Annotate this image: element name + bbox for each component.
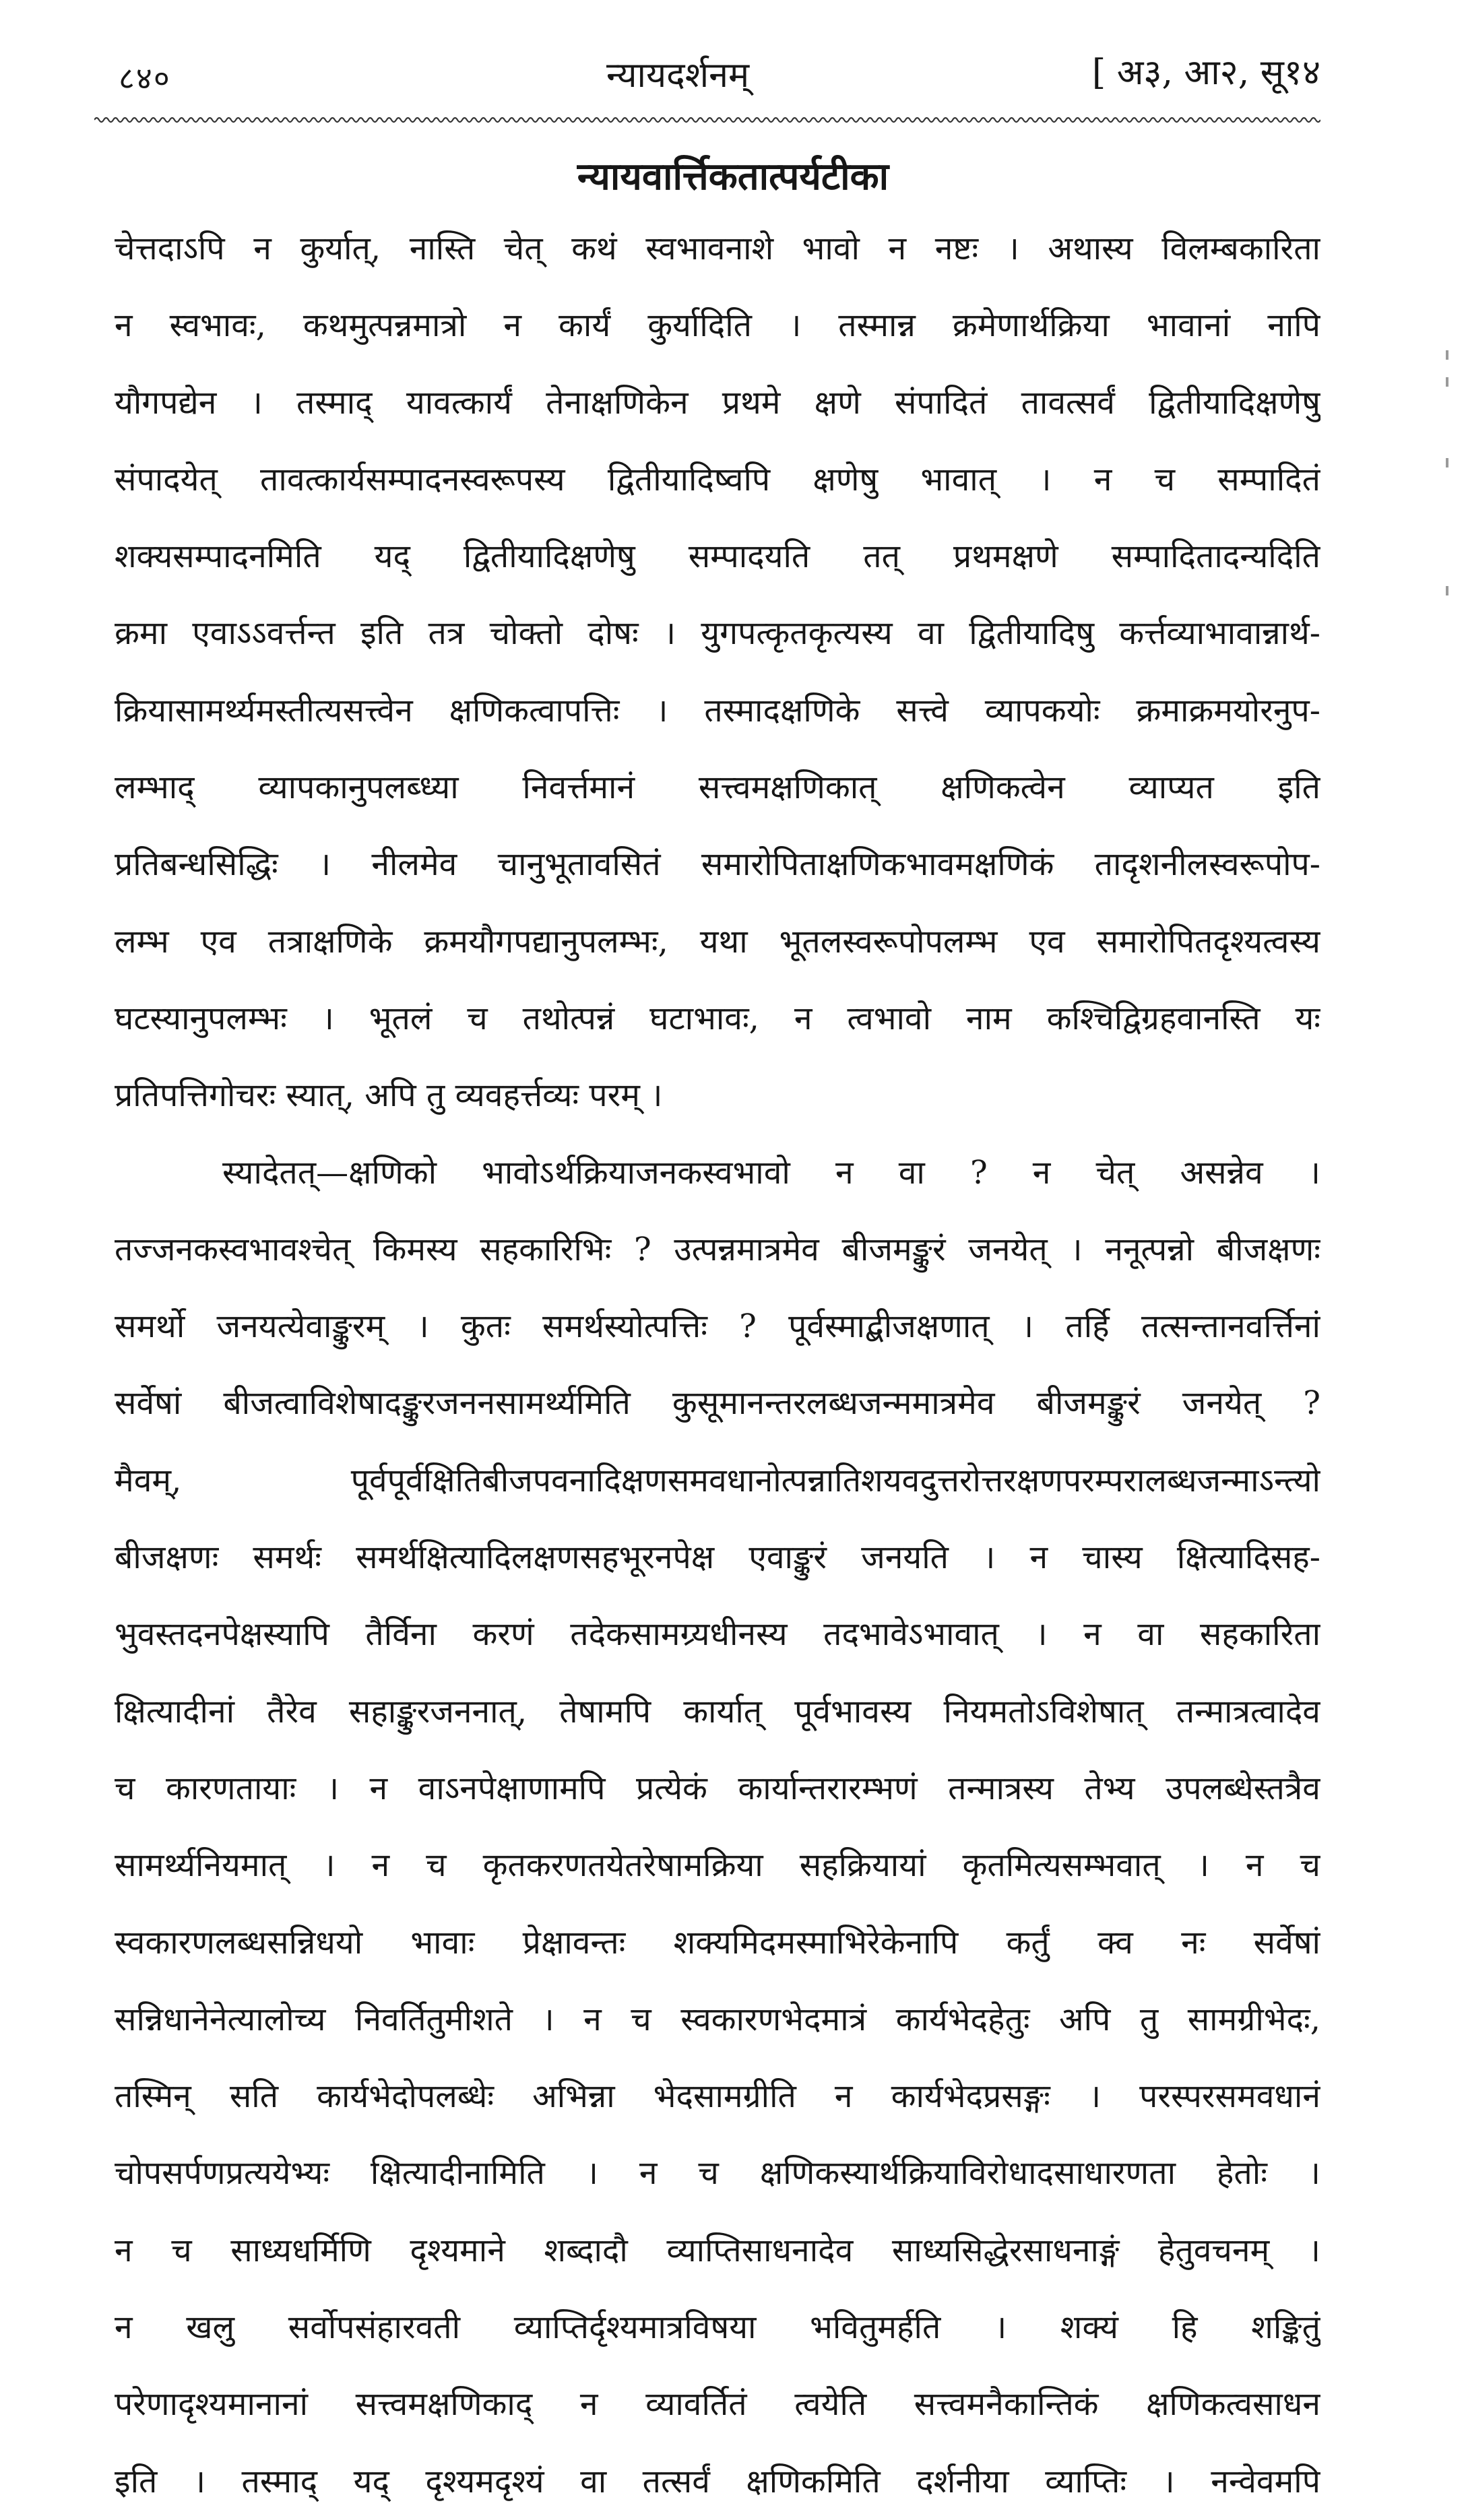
text-line: यौगपद्येन । तस्माद् यावत्कार्यं तेनाक्षणिकेन प्रथमे क्षणे संपादितं तावत्सर्वं द्वितीयादिक्षणेषु: [115, 383, 1320, 422]
text-line: चेत्तदाऽपि न कुर्यात्, नास्ति चेत् कथं स्वभावनाशे भावो न नष्टः । अथास्य विलम्बकारिता: [115, 230, 1320, 267]
text-line: न स्वभावः, कथमुत्पन्नमात्रो न कार्यं कुर्यादिति । तस्मान्न क्रमेणार्थक्रिया भावानां नापि: [115, 306, 1320, 345]
text-line-paragraph-end: प्रतिपत्तिगोचरः स्यात्, अपि तु व्यवहर्त्तव्यः परम् ।: [115, 1076, 663, 1115]
text-line: क्षित्यादीनां तैरेव सहाङ्कुरजननात्, तेषामपि कार्यात् पूर्वभावस्य नियमतोऽविशेषात् तन्मात्रत्वादेव: [115, 1692, 1320, 1731]
commentary-title: न्यायवार्त्तिकतात्पर्यटीका: [577, 154, 889, 199]
running-title: न्यायदर्शनम्: [606, 55, 750, 96]
text-line: लम्भाद् व्यापकानुपलब्ध्या निवर्त्तमानं सत्त्वमक्षणिकात् क्षणिकत्वेन व्याप्यत इति: [115, 769, 1320, 807]
margin-mark: [1446, 350, 1448, 360]
text-line: बीजक्षणः समर्थः समर्थक्षित्यादिलक्षणसहभूरनपेक्ष एवाङ्कुरं जनयति । न चास्य क्षित्यादिसह-: [115, 1539, 1320, 1577]
text-line: मैवम्, पूर्वपूर्वक्षितिबीजपवनादिक्षणसमवधानोत्पन्नातिशयवदुत्तरोत्तरक्षणपरम्परालब्धजन्माऽन्त्यो: [115, 1461, 1320, 1499]
text-line-paragraph-start: स्यादेतत्—क्षणिको भावोऽर्थक्रियाजनकस्वभावो न वा ? न चेत् असन्नेव ।: [222, 1153, 1320, 1192]
text-line: शक्यसम्पादनमिति यद् द्वितीयादिक्षणेषु सम्पादयति तत् प्रथमक्षणे सम्पादितादन्यदिति: [115, 538, 1320, 576]
margin-mark: [1446, 586, 1448, 595]
margin-mark: [1446, 458, 1448, 467]
margin-scan-marks: [1442, 337, 1455, 674]
text-line: न खलु सर्वोपसंहारवती व्याप्तिर्दृश्यमात्रविषया भवितुमर्हति । शक्यं हि शङ्कितुं: [115, 2308, 1320, 2347]
section-reference: [ अ३, आ२, सू१४: [1091, 53, 1320, 93]
text-line: क्रमा एवाऽऽवर्त्तन्त इति तत्र चोक्तो दोषः । युगपत्कृतकृत्यस्य वा द्वितीयादिषु कर्त्तव्याभावान्नार्थ-: [115, 614, 1320, 653]
text-line: सन्निधानेनेत्यालोच्य निवर्तितुमीशते । न च स्वकारणभेदमात्रं कार्यभेदहेतुः अपि तु सामग्रीभेदः,: [115, 2000, 1320, 2038]
text-line: क्रियासामर्थ्यमस्तीत्यसत्त्वेन क्षणिकत्वापत्तिः । तस्मादक्षणिके सत्त्वे व्यापकयोः क्रमाक्रमयोरनुप-: [115, 691, 1320, 730]
commentary-body: [115, 210, 1320, 2520]
text-line: समर्थो जनयत्येवाङ्कुरम् । कुतः समर्थस्योत्पत्तिः ? पूर्वस्माद्बीजक्षणात् । तर्हि तत्सन्तानवर्त्तिनां: [115, 1307, 1320, 1346]
text-line: चोपसर्पणप्रत्ययेभ्यः क्षित्यादीनामिति । न च क्षणिकस्यार्थक्रियाविरोधादसाधारणता हेतोः ।: [115, 2154, 1320, 2193]
text-line: घटस्यानुपलम्भः । भूतलं च तथोत्पन्नं घटाभावः, न त्वभावो नाम कश्चिद्विग्रहवानस्ति यः: [115, 999, 1320, 1037]
text-line: सामर्थ्यनियमात् । न च कृतकरणतयेतरेषामक्रिया सहक्रियायां कृतमित्यसम्भवात् । न च: [115, 1846, 1320, 1885]
text-line: प्रतिबन्धसिद्धिः । नीलमेव चानुभूतावसितं समारोपिताक्षणिकभावमक्षणिकं तादृशनीलस्वरूपोप-: [115, 845, 1320, 884]
text-line: तस्मिन् सति कार्यभेदोपलब्धेः अभिन्ना भेदसामग्रीति न कार्यभेदप्रसङ्गः । परस्परसमवधानं: [115, 2077, 1320, 2116]
text-line: न च साध्यधर्मिणि दृश्यमाने शब्दादौ व्याप्तिसाधनादेव साध्यसिद्धेरसाधनाङ्गं हेतुवचनम् ।: [115, 2231, 1320, 2269]
text-line: संपादयेत् तावत्कार्यसम्पादनस्वरूपस्य द्वितीयादिष्वपि क्षणेषु भावात् । न च सम्पादितं: [115, 460, 1320, 498]
text-line: परेणादृश्यमानानां सत्त्वमक्षणिकाद् न व्यावर्तितं त्वयेति सत्त्वमनैकान्तिकं क्षणिकत्वसाधन: [115, 2385, 1320, 2424]
wavy-rule-graphic: [94, 115, 1320, 125]
margin-mark: [1446, 377, 1448, 387]
page-number: ८४०: [119, 60, 171, 96]
text-line: सर्वेषां बीजत्वाविशेषादङ्कुरजननसामर्थ्यमिति कुसूमानन्तरलब्धजन्ममात्रमेव बीजमङ्कुरं जनयेत् ?: [115, 1384, 1320, 1423]
page-header: [108, 44, 1320, 105]
text-line: लम्भ एव तत्राक्षणिके क्रमयौगपद्यानुपलम्भः, यथा भूतलस्वरूपोपलम्भ एव समारोपितदृश्यत्वस्य: [115, 922, 1320, 961]
text-line: स्वकारणलब्धसन्निधयो भावाः प्रेक्षावन्तः शक्यमिदमस्माभिरेकेनापि कर्तुं क्व नः सर्वेषां: [115, 1923, 1320, 1962]
wavy-header-rule: [94, 115, 1320, 125]
text-line: तज्जनकस्वभावश्चेत् किमस्य सहकारिभिः ? उत्पन्नमात्रमेव बीजमङ्कुरं जनयेत् । ननूत्पन्नो बीजक्षणः: [115, 1230, 1320, 1268]
text-line: भुवस्तदनपेक्षस्यापि तैर्विना करणं तदेकसामग्र्यधीनस्य तदभावेऽभावात् । न वा सहकारिता: [115, 1615, 1320, 1654]
text-line: च कारणतायाः । न वाऽनपेक्षाणामपि प्रत्येकं कार्यान्तरारम्भणं तन्मात्रस्य तेभ्य उपलब्धेस्तत्रैव: [115, 1769, 1320, 1807]
text-line: इति । तस्माद् यद् दृश्यमदृश्यं वा तत्सर्वं क्षणिकमिति दर्शनीया व्याप्तिः । नन्वेवमपि: [115, 2462, 1320, 2500]
